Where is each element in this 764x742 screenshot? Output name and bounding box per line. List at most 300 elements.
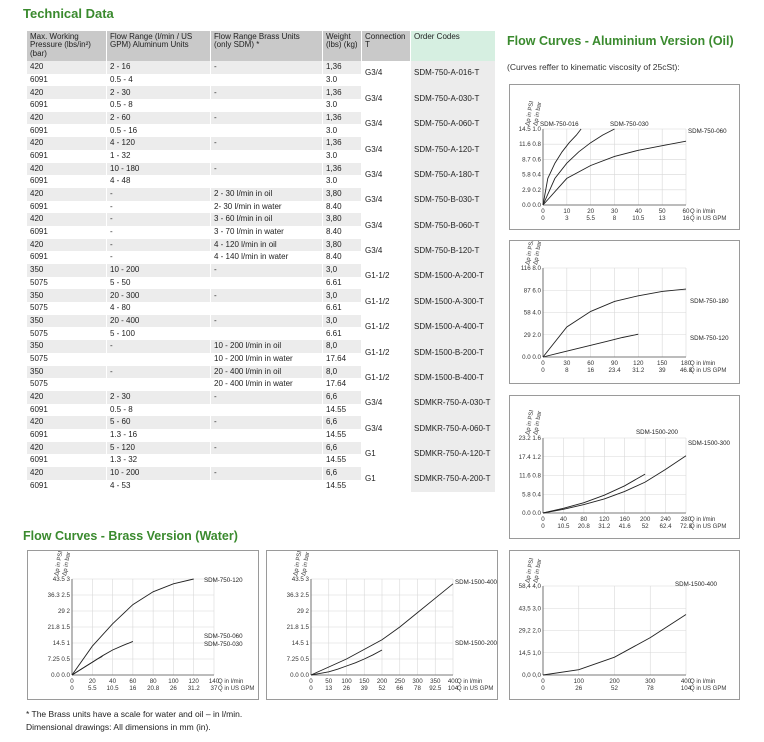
x2-tick-label: 31.2 [598, 523, 611, 530]
x-tick-label: 80 [149, 678, 157, 685]
connection-cell: G3/4 [362, 391, 411, 416]
x-tick-label: 200 [609, 678, 620, 685]
connection-cell: G3/4 [362, 137, 411, 162]
flow-alu-cell: 4 - 80 [107, 302, 211, 315]
series-line-sdm-750-060 [72, 641, 133, 675]
x2-tick-label: 5.5 [87, 685, 97, 692]
weight-cell: 6.61 [323, 302, 362, 315]
series-label: SDM-750-016 [540, 121, 579, 128]
pressure-cell: 420 [27, 163, 107, 176]
pressure-cell: 420 [27, 442, 107, 455]
flow-alu-cell: - [107, 366, 211, 379]
x-tick-label: 60 [129, 678, 137, 685]
weight-cell: 3.0 [323, 150, 362, 163]
weight-cell: 1,36 [323, 163, 362, 176]
flow-brass-cell [211, 404, 323, 417]
y-axis-label-psi: Δp in PSI [525, 241, 536, 266]
flow-curves-brass-heading: Flow Curves - Brass Version (Water) [23, 529, 238, 543]
weight-cell: 8.40 [323, 201, 362, 214]
flow-alu-cell: 5 - 100 [107, 327, 211, 340]
x2-tick-label: 31.2 [187, 685, 200, 692]
chart-panel-alu-750-180 [509, 240, 740, 384]
pressure-cell: 420 [27, 137, 107, 150]
x2-tick-label: 13 [658, 215, 666, 222]
flow-alu-cell: 20 - 400 [107, 315, 211, 328]
x-tick-label: 400 [447, 678, 459, 685]
x2-tick-label: 10.5 [557, 523, 570, 530]
y-axis-label-psi: Δp in PSI [525, 409, 536, 436]
flow-brass-cell: - [211, 289, 323, 302]
connection-cell: G1 [362, 442, 411, 467]
series-label: SDM-750-120 [690, 335, 729, 342]
series-label: SDM-750-060 [688, 128, 727, 135]
x2-tick-label: 66 [396, 685, 404, 692]
x2-tick-label: 72.8 [679, 523, 693, 530]
flow-alu-cell: - [107, 213, 211, 226]
x-tick-label: 100 [573, 678, 584, 685]
order-code-cell: SDM-1500-A-400-T [411, 315, 496, 340]
table-row [27, 366, 496, 379]
y-tick-label: 11.6 0.8 [519, 141, 541, 149]
y-axis-label-bar: Δp in bar [533, 241, 544, 266]
flow-alu-cell: - [107, 251, 211, 264]
chart-panel-alu-1500 [509, 395, 740, 539]
flow-brass-cell: - [211, 391, 323, 404]
flow-brass-cell [211, 74, 323, 87]
x-tick-label: 400 [680, 678, 692, 685]
weight-cell: 1,36 [323, 112, 362, 125]
pressure-cell: 350 [27, 289, 107, 302]
table-row [27, 289, 496, 302]
x2-tick-label: 41.6 [618, 523, 631, 530]
x2-tick-label: 5.5 [586, 215, 595, 222]
y-axis-label-psi: Δp in PSI [525, 557, 536, 584]
x-tick-label: 60 [587, 360, 595, 367]
x2-tick-label: 23.4 [608, 367, 621, 374]
weight-cell: 14.55 [323, 429, 362, 442]
x-tick-label: 90 [611, 360, 618, 367]
table-row [27, 416, 496, 429]
technical-data-heading: Technical Data [23, 6, 114, 21]
x-tick-label: 0 [309, 678, 313, 685]
weight-cell: 3,80 [323, 188, 362, 201]
pressure-cell: 420 [27, 467, 107, 480]
weight-cell: 1,36 [323, 61, 362, 74]
y-tick-label: 8.7 0.6 [522, 156, 541, 164]
weight-cell: 3,0 [323, 289, 362, 302]
pressure-cell: 6091 [27, 454, 107, 467]
flow-alu-cell: 4 - 53 [107, 480, 211, 493]
flow-brass-cell: - [211, 442, 323, 455]
x2-tick-label: 0 [70, 685, 74, 692]
x2-tick-label: 62.4 [659, 523, 672, 530]
table-row [27, 112, 496, 125]
chart-panel-alu-1500-400 [509, 550, 740, 700]
weight-cell: 6,6 [323, 391, 362, 404]
flow-alu-cell: - [107, 226, 211, 239]
x2-tick-label: 26 [169, 685, 177, 692]
x2-tick-label: 46.8 [679, 367, 693, 374]
y-axis-label-bar: Δp in bar [533, 558, 544, 584]
x-tick-label: 120 [633, 360, 644, 367]
order-code-cell: SDMKR-750-A-060-T [411, 416, 496, 441]
x-tick-label: 10 [563, 208, 571, 215]
y-tick-label: 29 2 [296, 608, 309, 615]
x2-tick-label: 3 [565, 215, 569, 222]
y-tick-label: 0.0 0.0 [290, 672, 309, 679]
x-tick-label: 250 [394, 678, 405, 685]
weight-cell: 8.40 [323, 226, 362, 239]
y-tick-label: 11.6 0.8 [519, 472, 541, 480]
pressure-cell: 6091 [27, 201, 107, 214]
y-tick-label: 17.4 1.2 [518, 453, 541, 461]
chart-panel-alu-750 [509, 84, 740, 230]
x-tick-label: 0 [70, 678, 74, 685]
x-axis-label: Q in l/min [218, 679, 244, 685]
x2-tick-label: 0 [541, 523, 545, 530]
table-row [27, 239, 496, 252]
series-label: SDM-750-060 [204, 633, 243, 640]
pressure-cell: 350 [27, 340, 107, 353]
pressure-cell: 6091 [27, 480, 107, 493]
flow-alu-cell: - [107, 340, 211, 353]
x-tick-label: 30 [611, 208, 618, 215]
order-code-cell: SDM-750-A-120-T [411, 137, 496, 162]
y-axis-label-psi: Δp in PSI [54, 551, 65, 577]
pressure-cell: 5075 [27, 277, 107, 290]
connection-cell: G3/4 [362, 163, 411, 188]
y-tick-label: 43,5 3,0 [518, 605, 541, 613]
weight-cell: 8,0 [323, 366, 362, 379]
flow-chart-alu-750 [510, 85, 739, 229]
table-row [27, 467, 496, 480]
flow-alu-cell: 1 - 32 [107, 150, 211, 163]
pressure-cell: 5075 [27, 378, 107, 391]
connection-cell: G1-1/2 [362, 289, 411, 314]
table-row [27, 264, 496, 277]
flow-brass-cell: 4 - 120 l/min in oil [211, 239, 323, 252]
flow-alu-cell: 2 - 60 [107, 112, 211, 125]
flow-brass-cell [211, 277, 323, 290]
y-tick-label: 0.0 0.0 [522, 510, 541, 517]
x2-tick-label: 0 [541, 685, 545, 692]
table-row [27, 188, 496, 201]
flow-alu-cell: 5 - 60 [107, 416, 211, 429]
viscosity-note: (Curves reffer to kinematic viscosity of 25cSt): [507, 62, 680, 72]
pressure-cell: 6091 [27, 404, 107, 417]
y-tick-label: 29,2 2,0 [518, 627, 541, 635]
x-tick-label: 0 [541, 208, 545, 215]
order-code-cell: SDMKR-750-A-030-T [411, 391, 496, 416]
x-tick-label: 240 [660, 516, 671, 523]
y-axis-label-bar: Δp in bar [533, 101, 544, 127]
x2-tick-label: 104 [680, 685, 692, 692]
y-tick-label: 0.0 0.0 [522, 202, 541, 209]
pressure-cell: 5075 [27, 302, 107, 315]
y-tick-label: 14.5 1 [291, 640, 309, 647]
pressure-cell: 6091 [27, 150, 107, 163]
x-tick-label: 300 [412, 678, 423, 685]
x2-axis-label: Q in US GPM [690, 524, 727, 530]
flow-alu-cell: 0.5 - 4 [107, 74, 211, 87]
pressure-cell: 350 [27, 315, 107, 328]
y-tick-label: 29 2 [57, 608, 70, 615]
order-code-cell: SDM-1500-B-400-T [411, 366, 496, 391]
weight-cell: 3,80 [323, 239, 362, 252]
x2-tick-label: 52 [378, 685, 386, 692]
pressure-cell: 420 [27, 213, 107, 226]
x-tick-label: 100 [168, 678, 179, 685]
order-code-cell: SDMKR-750-A-200-T [411, 467, 496, 492]
x-tick-label: 350 [430, 678, 441, 685]
x-tick-label: 180 [680, 360, 692, 367]
series-label: SDM-750-030 [204, 641, 243, 648]
order-code-cell: SDM-1500-B-200-T [411, 340, 496, 365]
flow-brass-cell [211, 327, 323, 340]
order-code-cell: SDM-750-B-030-T [411, 188, 496, 213]
x-tick-label: 20 [587, 208, 595, 215]
x2-tick-label: 16 [682, 215, 690, 222]
connection-cell: G1 [362, 467, 411, 492]
table-row [27, 61, 496, 74]
flow-chart-alu-1500-400 [510, 551, 739, 699]
flow-brass-cell: - [211, 264, 323, 277]
weight-cell: 3,0 [323, 264, 362, 277]
flow-alu-cell: 2 - 30 [107, 391, 211, 404]
x-tick-label: 120 [599, 516, 610, 523]
weight-cell: 3,0 [323, 315, 362, 328]
x2-tick-label: 92.5 [429, 685, 442, 692]
x2-tick-label: 37 [210, 685, 218, 692]
x2-tick-label: 31.2 [632, 367, 645, 374]
table-row [27, 86, 496, 99]
y-axis-label-psi: Δp in PSI [293, 551, 304, 577]
flow-brass-cell [211, 480, 323, 493]
x2-tick-label: 16 [587, 367, 595, 374]
flow-brass-cell: - [211, 86, 323, 99]
flow-alu-cell: 2 - 16 [107, 61, 211, 74]
x2-tick-label: 52 [641, 523, 649, 530]
pressure-cell: 420 [27, 416, 107, 429]
weight-cell: 14.55 [323, 480, 362, 493]
pressure-cell: 350 [27, 264, 107, 277]
x-axis-label: Q in l/min [690, 517, 716, 523]
x2-tick-label: 78 [414, 685, 421, 692]
series-label: SDM-750-030 [610, 121, 649, 128]
y-tick-label: 58 4.0 [523, 309, 541, 317]
weight-cell: 3.0 [323, 74, 362, 87]
x2-axis-label: Q in US GPM [457, 686, 494, 692]
flow-brass-cell: - [211, 137, 323, 150]
x-tick-label: 150 [359, 678, 370, 685]
order-code-cell: SDM-1500-A-300-T [411, 289, 496, 314]
order-code-cell: SDM-750-A-060-T [411, 112, 496, 137]
connection-cell: G1-1/2 [362, 340, 411, 365]
x2-tick-label: 8 [565, 367, 569, 374]
header-flow-range-aluminium: Flow Range (l/min / US GPM) Aluminum Units [107, 31, 211, 61]
header-max-pressure: Max. Working Pressure (lbs/in²) (bar) [27, 31, 107, 61]
weight-cell: 1,36 [323, 86, 362, 99]
table-header-row [27, 31, 496, 61]
weight-cell: 6.61 [323, 277, 362, 290]
flow-brass-cell: - [211, 163, 323, 176]
order-code-cell: SDM-750-A-016-T [411, 61, 496, 86]
pressure-cell: 420 [27, 61, 107, 74]
series-line-sdm-1500-300 [543, 456, 686, 513]
table-row [27, 442, 496, 455]
weight-cell: 3.0 [323, 124, 362, 137]
y-axis-label-psi: Δp in PSI [525, 100, 536, 127]
x-tick-label: 40 [109, 678, 117, 685]
x2-tick-label: 26 [343, 685, 350, 692]
flow-brass-cell: - [211, 467, 323, 480]
y-axis-label-bar: Δp in bar [533, 410, 544, 436]
flow-brass-cell [211, 175, 323, 188]
y-tick-label: 21.8 1.5 [47, 624, 70, 631]
flow-brass-cell: - [211, 112, 323, 125]
x2-tick-label: 20.8 [577, 523, 590, 530]
weight-cell: 17.64 [323, 353, 362, 366]
x-tick-label: 280 [680, 516, 692, 523]
flow-chart-brass-750 [28, 551, 258, 699]
x2-tick-label: 78 [646, 685, 654, 692]
y-tick-label: 36.3 2.5 [47, 592, 70, 599]
y-tick-label: 14,5 1,0 [518, 649, 541, 657]
pressure-cell: 6091 [27, 124, 107, 137]
flow-alu-cell: 5 - 50 [107, 277, 211, 290]
table-row [27, 137, 496, 150]
x-tick-label: 0 [541, 360, 545, 367]
x-tick-label: 0 [541, 516, 545, 523]
y-tick-label: 21.8 1.5 [286, 624, 309, 631]
flow-alu-cell: 0.5 - 16 [107, 124, 211, 137]
y-tick-label: 7.25 0.5 [47, 656, 70, 663]
x-axis-label: Q in l/min [457, 679, 483, 685]
series-label: SDM-1500-300 [688, 440, 730, 447]
y-axis-label-bar: Δp in bar [301, 551, 312, 577]
x2-tick-label: 104 [447, 685, 459, 692]
flow-alu-cell: 1.3 - 16 [107, 429, 211, 442]
x-tick-label: 100 [341, 678, 352, 685]
x-tick-label: 40 [559, 516, 567, 523]
y-tick-label: 5.8 0.4 [522, 171, 541, 179]
pressure-cell: 6091 [27, 251, 107, 264]
flow-brass-cell [211, 454, 323, 467]
flow-alu-cell [107, 353, 211, 366]
chart-panel-brass-1500 [266, 550, 498, 700]
order-code-cell: SDM-1500-A-200-T [411, 264, 496, 289]
x-tick-label: 20 [88, 678, 96, 685]
flow-brass-cell: 2 - 30 l/min in oil [211, 188, 323, 201]
connection-cell: G3/4 [362, 213, 411, 238]
x2-tick-label: 8 [612, 215, 617, 222]
y-tick-label: 0,0 0,0 [522, 672, 541, 679]
flow-brass-cell: 20 - 400 l/min in water [211, 378, 323, 391]
series-line-sdm-750-016 [543, 129, 581, 205]
y-tick-label: 29 2.0 [523, 331, 541, 339]
x-tick-label: 80 [580, 516, 588, 523]
series-label: SDM-1500-200 [636, 429, 678, 436]
x2-axis-label: Q in US GPM [690, 216, 727, 222]
y-tick-label: 58,4 4,0 [518, 583, 541, 590]
x2-tick-label: 39 [360, 685, 368, 692]
pressure-cell: 6091 [27, 74, 107, 87]
pressure-cell: 350 [27, 366, 107, 379]
connection-cell: G1-1/2 [362, 315, 411, 340]
y-tick-label: 0.0 0.0 [522, 354, 541, 361]
order-code-cell: SDM-750-B-060-T [411, 213, 496, 238]
x-axis-label: Q in l/min [690, 361, 716, 367]
weight-cell: 3.0 [323, 99, 362, 112]
y-axis-label-bar: Δp in bar [62, 551, 73, 577]
pressure-cell: 420 [27, 391, 107, 404]
header-flow-range-brass: Flow Range Brass Units (only SDM) * [211, 31, 323, 61]
pressure-cell: 420 [27, 188, 107, 201]
flow-brass-cell: 3 - 60 l/min in oil [211, 213, 323, 226]
connection-cell: G3/4 [362, 188, 411, 213]
x2-axis-label: Q in US GPM [690, 368, 727, 374]
x2-axis-label: Q in US GPM [690, 686, 727, 692]
flow-brass-cell: 10 - 200 l/min in oil [211, 340, 323, 353]
flow-alu-cell: 20 - 300 [107, 289, 211, 302]
flow-alu-cell: 10 - 200 [107, 264, 211, 277]
flow-alu-cell: 4 - 120 [107, 137, 211, 150]
pressure-cell: 6091 [27, 226, 107, 239]
order-code-cell: SDM-750-A-030-T [411, 86, 496, 111]
flow-brass-cell: 20 - 400 l/min in oil [211, 366, 323, 379]
flow-alu-cell: 10 - 200 [107, 467, 211, 480]
connection-cell: G3/4 [362, 61, 411, 86]
y-tick-label: 116 8.0 [520, 265, 541, 272]
order-code-cell: SDM-750-A-180-T [411, 163, 496, 188]
header-connection: Connection T [362, 31, 411, 61]
weight-cell: 14.55 [323, 454, 362, 467]
flow-brass-cell: 3 - 70 l/min in water [211, 226, 323, 239]
y-tick-label: 23.2 1.6 [518, 435, 541, 442]
footnote-brass-scale: * The Brass units have a scale for water and oil – in l/min. [26, 709, 243, 719]
weight-cell: 14.55 [323, 404, 362, 417]
flow-alu-cell: 5 - 120 [107, 442, 211, 455]
flow-brass-cell: 10 - 200 l/min in water [211, 353, 323, 366]
weight-cell: 6,6 [323, 416, 362, 429]
x2-tick-label: 13 [325, 685, 333, 692]
flow-curves-aluminium-heading: Flow Curves - Aluminium Version (Oil) [507, 34, 734, 48]
x-tick-label: 200 [376, 678, 388, 685]
table-row [27, 163, 496, 176]
series-label: SDM-1500-200 [455, 640, 497, 647]
connection-cell: G1-1/2 [362, 366, 411, 391]
flow-chart-alu-1500 [510, 396, 739, 538]
flow-brass-cell: 2- 30 l/min in water [211, 201, 323, 214]
pressure-cell: 6091 [27, 99, 107, 112]
series-line-sdm-1500-200 [543, 474, 645, 513]
flow-alu-cell: 0.5 - 8 [107, 99, 211, 112]
flow-brass-cell [211, 124, 323, 137]
x2-axis-label: Q in US GPM [218, 686, 255, 692]
flow-chart-brass-1500 [267, 551, 497, 699]
x-tick-label: 300 [645, 678, 656, 685]
x2-tick-label: 20.8 [147, 685, 160, 692]
x2-tick-label: 0 [541, 215, 545, 222]
x-axis-label: Q in l/min [690, 209, 716, 215]
weight-cell: 8.40 [323, 251, 362, 264]
footnote-dimensions: Dimensional drawings: All dimensions in mm (in). [26, 722, 211, 732]
connection-cell: G3/4 [362, 112, 411, 137]
pressure-cell: 6091 [27, 175, 107, 188]
pressure-cell: 420 [27, 86, 107, 99]
pressure-cell: 420 [27, 239, 107, 252]
flow-alu-cell: - [107, 188, 211, 201]
